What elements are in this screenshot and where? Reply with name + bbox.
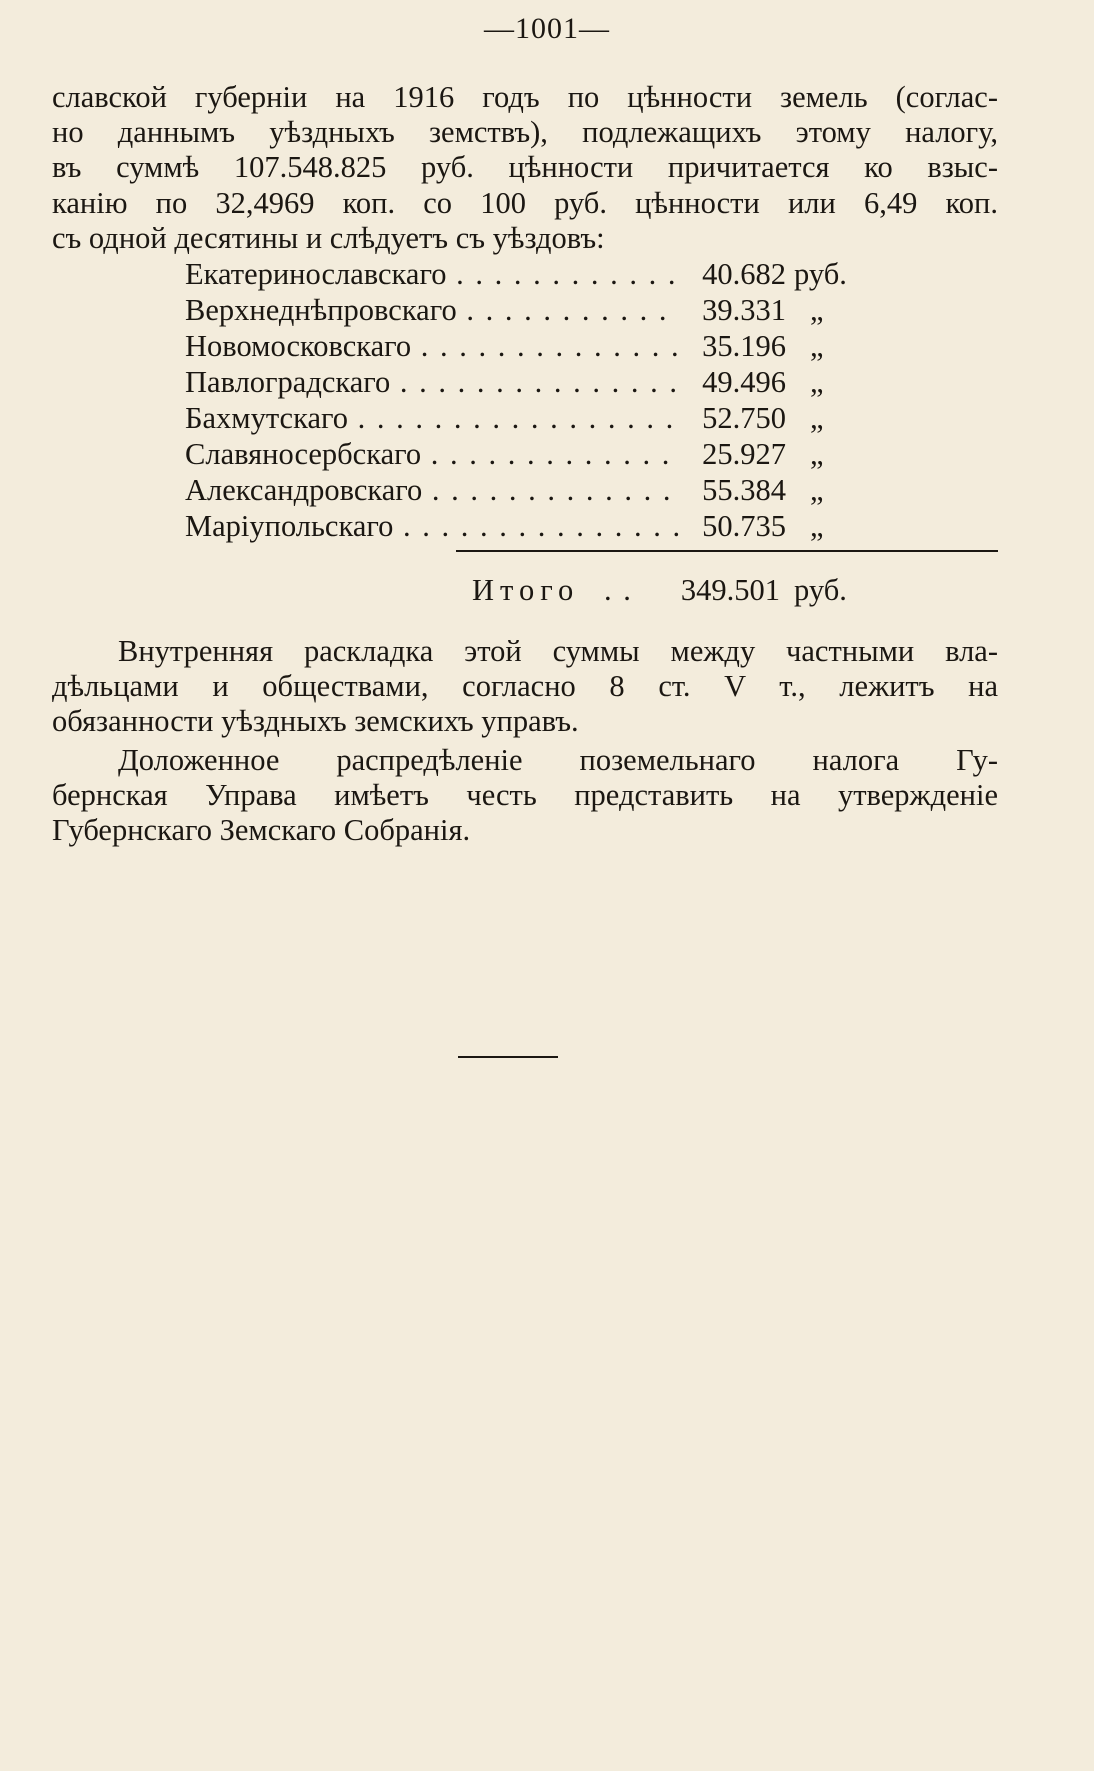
- intro-paragraph: [52, 80, 998, 256]
- district-amount: 39.331: [680, 292, 786, 328]
- text-line: Внутренняя раскладка этой суммы между частными вла-: [118, 634, 998, 668]
- ditto-mark: „: [810, 509, 824, 543]
- text-line: славской губерніи на 1916 годъ по цѣнности земель (соглас-: [52, 80, 998, 114]
- district-row: [0, 292, 1094, 328]
- district-amount: 50.735: [680, 508, 786, 544]
- sum-rule: [456, 550, 998, 552]
- district-row: [0, 472, 1094, 508]
- text-line: бернская Управа имѣетъ честь представить на утвержденіе: [52, 778, 998, 813]
- district-name: Славяносербскаго . . .: [185, 436, 685, 472]
- total-label: Итого: [472, 573, 580, 607]
- district-name: Верхнеднѣпровскаго . . .: [185, 292, 685, 328]
- currency-unit: руб.: [794, 257, 847, 291]
- text-line: съ одной десятины и слѣдуетъ съ уѣздовъ:: [52, 220, 605, 255]
- ditto-mark: „: [810, 437, 824, 471]
- text-line: Губернскаго Земскаго Собранія.: [52, 813, 471, 848]
- district-row: [0, 256, 1094, 292]
- district-row: [0, 436, 1094, 472]
- total-unit: руб.: [794, 573, 847, 607]
- total-row: [0, 570, 1094, 610]
- district-row: [0, 508, 1094, 544]
- text-line: въ суммѣ 107.548.825 руб. цѣнности причитается ко взыс-: [52, 150, 998, 185]
- district-row: [0, 364, 1094, 400]
- total-amount: 349.501: [680, 573, 780, 607]
- ditto-mark: „: [810, 329, 824, 363]
- district-amount: 35.196: [680, 328, 786, 364]
- ditto-mark: „: [810, 401, 824, 435]
- district-name: Александровскаго . . .: [185, 472, 685, 508]
- district-row: [0, 328, 1094, 364]
- district-amount: 40.682: [680, 256, 786, 292]
- text-line: обязанности уѣздныхъ земскихъ управъ.: [52, 704, 579, 739]
- district-amount: 49.496: [680, 364, 786, 400]
- district-amount: 52.750: [680, 400, 786, 436]
- district-name: Бахмутскаго . . .: [185, 400, 685, 436]
- page-number: —1001—: [484, 12, 610, 45]
- allocation-paragraph: [52, 634, 998, 740]
- text-line: дѣльцами и обществами, согласно 8 ст. V т., лежитъ на: [52, 669, 998, 704]
- end-rule: [458, 1056, 558, 1058]
- district-name: Новомосковскаго . . .: [185, 328, 685, 364]
- closing-paragraph: [52, 743, 998, 849]
- district-name: Павлоградскаго . . .: [185, 364, 685, 400]
- district-amount: 25.927: [680, 436, 786, 472]
- text-line: но даннымъ уѣздныхъ земствъ), подлежащихъ этому налогу,: [52, 115, 998, 150]
- ditto-mark: „: [810, 473, 824, 507]
- total-dots: . .: [604, 573, 633, 607]
- district-row: [0, 400, 1094, 436]
- district-name: Маріупольскаго . . .: [185, 508, 685, 544]
- ditto-mark: „: [810, 293, 824, 327]
- district-amount: 55.384: [680, 472, 786, 508]
- text-line: Доложенное распредѣленіе поземельнаго налога Гу-: [118, 743, 998, 777]
- district-name: Екатеринославскаго . . .: [185, 256, 685, 292]
- text-line: канію по 32,4969 коп. со 100 руб. цѣнности или 6,49 коп.: [52, 185, 998, 220]
- ditto-mark: „: [810, 365, 824, 399]
